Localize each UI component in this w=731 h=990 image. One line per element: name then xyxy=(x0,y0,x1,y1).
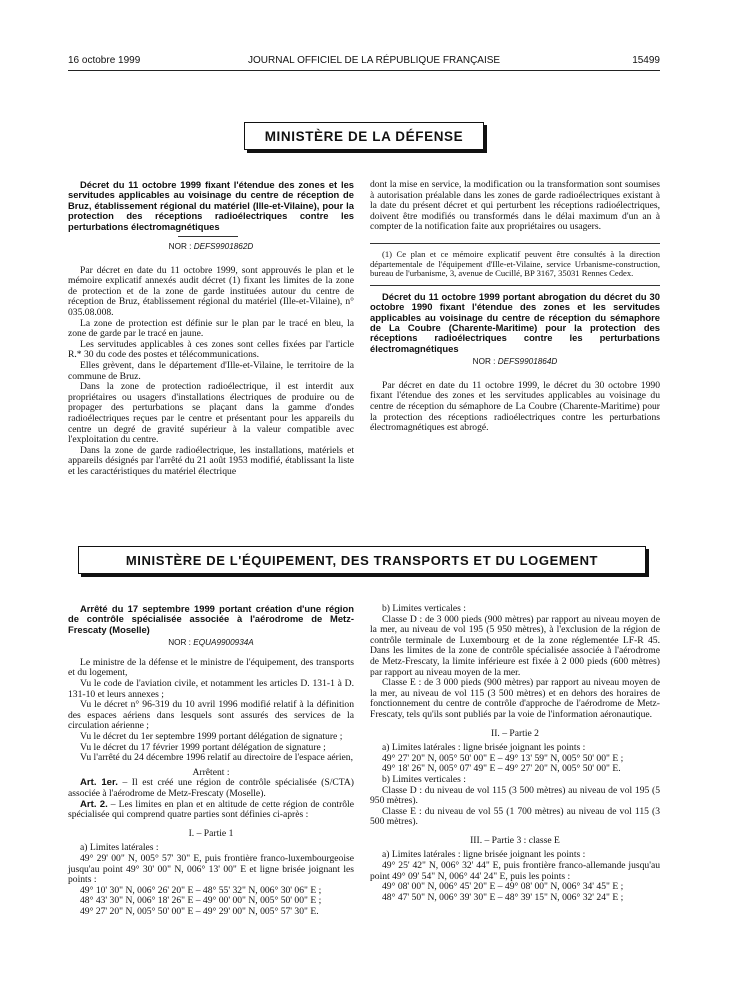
decree-bruz-footnote: (1) Ce plan et ce mémoire explicatif peuvent être consultés à la direction départementale de l'équipement d'Ille-et-Vilaine, service Urbanisme-construction, bureau de l'urbanisme, 3, avenue de Cucillé, BP 3167, 35031 Rennes Cedex. xyxy=(370,248,660,279)
preamble-line: Vu le décret du 17 février 1999 portant délégation de signature ; xyxy=(80,741,326,753)
footnote-rule xyxy=(370,243,660,244)
decree-bruz-paragraph: Dans la zone de garde radioélectrique, les installations, matériels et appareils désignés par l'arrêté du 21 août 1953 modifié, établissant la liste et les caractéristiques du matériel électrique xyxy=(68,444,354,477)
decree-bruz-paragraph: Elles grèvent, dans le département d'Ille-et-Vilaine, le territoire de la commune de Bruz. xyxy=(68,359,354,382)
preamble-line: Vu le décret n° 96-319 du 10 avril 1996 modifié relatif à la définition des espaces aériens dans lesquels sont assurés des services de la circulation aérienne ; xyxy=(68,699,354,732)
decree-bruz-paragraph: Par décret en date du 11 octobre 1999, sont approuvés le plan et le mémoire explicatif annexés audit décret (1) fixant les limites de la zone de protection et de la zone de garde instituées autour du centre de réception de Bruz, établissement régional du matériel (Ille-et-Vilaine), n° 035.08.008. xyxy=(68,264,354,318)
decree-bruz-nor xyxy=(68,242,354,253)
part-2-lateral-label: a) Limites latérales : ligne brisée joignant les points : xyxy=(382,742,586,754)
arrete-nor xyxy=(68,638,354,649)
preamble-line: Vu le décret du 1er septembre 1999 portant délégation de signature ; xyxy=(80,730,343,742)
coordinate-line: 49° 27' 20" N, 005° 50' 00" E – 49° 13' 59" N, 005° 50' 00" E ; xyxy=(382,752,624,764)
arrete-metz-right xyxy=(370,604,660,903)
part-1-lateral-text: 49° 29' 00" N, 005° 57' 30" E, puis frontière franco-luxembourgeoise jusqu'au point 49° 30' 00" N, 006° 13' 00" E et ligne brisée joignant les points : xyxy=(68,852,354,886)
decree-bruz-paragraph: Les servitudes applicables à ces zones sont celles fixées par l'article R.* 30 du code des postes et télécommunications. xyxy=(68,338,354,361)
nor-label: NOR : xyxy=(472,357,496,367)
decree-coubre-paragraph: Par décret en date du 11 octobre 1999, le décret du 30 octobre 1990 fixant l'étendue des zones et les servitudes applicables au voisinage du centre de réception du sémaphore de La Coubre (Charente-Maritime) pour la protection des réceptions radioélectriques contre les perturbations électromagnétiques est abrogé. xyxy=(370,379,660,434)
arrete-title: Arrêté du 17 septembre 1999 portant création d'une région de contrôle spécialisée associée à l'aérodrome de Metz-Frescaty (Moselle) xyxy=(68,603,354,635)
running-header xyxy=(68,55,660,69)
part-1-lateral-label: a) Limites latérales : xyxy=(80,842,159,854)
nor-label: NOR : xyxy=(168,638,191,648)
part-3-lateral-text: 49° 25' 42" N, 006° 32' 44" E, puis frontière franco-allemande jusqu'au point 49° 09' 54" N, 006° 44' 24" E, puis les points : xyxy=(370,860,660,882)
part-2-classe-d: Classe D : du niveau de vol 115 (3 500 mètres) au niveau de vol 195 (5 950 mètres). xyxy=(370,784,660,807)
part-1-classe-d: Classe D : de 3 000 pieds (900 mètres) par rapport au niveau moyen de la mer, au niveau de vol 195 (5 950 mètres), à l'exclusion de la région de contrôle terminale de Luxembourg et de la zone réglementée LF-R 45. Dans les limites de la zone de contrôle spécialisée associée à l'aérodrome de Metz-Frescaty, la limite inférieure est fixée à 2 000 pieds (600 mètres) par rapport au niveau moyen de la mer. xyxy=(370,613,660,678)
nor-code: DEFS9901862D xyxy=(193,242,254,252)
arrete-metz-left xyxy=(68,604,354,917)
article-1-label: Art. 1er. xyxy=(80,777,118,789)
header-page-number: 15499 xyxy=(632,55,660,66)
article-1-text: – Il est créé une région de contrôle spécialisée (S/CTA) associée à l'aérodrome de Metz-Frescaty (Moselle). xyxy=(68,777,354,799)
article-1 xyxy=(68,778,354,799)
decree-bruz-title: Décret du 11 octobre 1999 fixant l'étendue des zones et les servitudes applicables au voisinage du centre de réception de Bruz, établissement régional du matériel (Ille-et-Vilaine), pour la protection des réceptions radioélectriques contre les perturbations électromagnétiques xyxy=(68,179,354,232)
part-2-classe-e: Classe E : du niveau de vol 55 (1 700 mètres) au niveau de vol 115 (3 500 mètres). xyxy=(370,805,660,828)
part-1-classe-e: Classe E : de 3 000 pieds (900 mètres) par rapport au niveau moyen de la mer, au niveau de vol 115 (3 500 mètres) et en dehors des horaires de fonctionnement du centre de contrôle d'approche de l'aérodrome de Metz-Frescaty, tels qu'ils sont publiés par la voie de l'information aéronautique. xyxy=(370,677,660,720)
coordinate-line: 49° 18' 26" N, 005° 07' 49" E – 49° 27' 20" N, 005° 50' 00" E. xyxy=(382,763,621,775)
decree-bruz-continuation: dont la mise en service, la modification ou la transformation sont soumises à autorisation préalable dans les zones de garde radioélectriques existant à la date du présent décret et qui perturbent les réceptions radioélectriques, doivent être modifiés ou transformés dans le délai maximum d'un an à compter de la notification faite aux propriétaires ou usagers. xyxy=(370,179,660,233)
coordinate-line: 49° 27' 20" N, 005° 50' 00" E – 49° 29' 00" N, 005° 57' 30" E. xyxy=(80,905,319,917)
arretent-heading: Arrêtent : xyxy=(192,766,230,778)
preamble-line: Vu l'arrêté du 24 décembre 1996 relatif au directoire de l'espace aérien, xyxy=(80,752,353,764)
article-2-text: – Les limites en plan et en altitude de cette région de contrôle spécialisée qui comprend quatre parties sont définies ci-après : xyxy=(68,798,354,821)
part-1-heading: I. – Partie 1 xyxy=(188,827,234,839)
preamble-line: Vu le code de l'aviation civile, et notamment les articles D. 131-1 à D. 131-10 et leurs annexes ; xyxy=(68,678,354,700)
section-rule xyxy=(370,285,660,286)
decree-bruz xyxy=(68,180,354,478)
decree-bruz-paragraph: Dans la zone de protection radioélectrique, il est interdit aux propriétaires ou usagers d'installations électriques de produire ou de propager des perturbations se plaçant dans la gamme d'ondes radioélectriques reçues par le centre et présentant pour les appareils du centre un degré de gravité supérieur à la valeur compatible avec l'exploitation du centre. xyxy=(68,381,354,446)
coordinate-line: 48° 47' 50" N, 006° 39' 30" E – 48° 39' 15" N, 006° 32' 24" E ; xyxy=(382,891,624,903)
title-rule xyxy=(178,236,238,237)
preamble-line: Le ministre de la défense et le ministre de l'équipement, des transports et du logement, xyxy=(68,656,354,679)
decree-coubre-nor xyxy=(370,357,660,368)
coordinate-line: 49° 10' 30" N, 006° 26' 20" E – 48° 55' 32" N, 006° 30' 06" E ; xyxy=(80,884,322,896)
decree-bruz-paragraph: La zone de protection est définie sur le plan par le tracé en bleu, la zone de garde par le tracé en jaune. xyxy=(68,317,354,340)
article-2 xyxy=(68,800,354,821)
nor-code: EQUA9900934A xyxy=(193,638,254,648)
decree-coubre-title: Décret du 11 octobre 1999 portant abrogation du décret du 30 octobre 1990 fixant l'étendue des zones et les servitudes applicables au voisinage du centre de réception du sémaphore de La Coubre (Charente-Maritime) pour la protection des réceptions radioélectriques contre les perturbations électromagnétiques xyxy=(370,290,660,354)
header-rule xyxy=(68,70,660,71)
nor-code: DEFS9901864D xyxy=(497,357,558,367)
article-2-label: Art. 2. xyxy=(80,798,108,810)
header-journal-title: JOURNAL OFFICIEL DE LA RÉPUBLIQUE FRANÇAISE xyxy=(248,55,501,66)
part-3-lateral-label: a) Limites latérales : ligne brisée joignant les points : xyxy=(382,849,586,861)
header-date: 16 octobre 1999 xyxy=(68,55,141,66)
part-2-heading: II. – Partie 2 xyxy=(491,727,539,739)
nor-label: NOR : xyxy=(168,242,192,252)
ministry-defense-heading: MINISTÈRE DE LA DÉFENSE xyxy=(244,122,484,150)
part-1-vertical-label: b) Limites verticales : xyxy=(382,603,466,614)
coordinate-line: 49° 08' 00" N, 006° 45' 20" E – 49° 08' 00" N, 006° 34' 45" E ; xyxy=(382,881,624,893)
part-2-vertical-label: b) Limites verticales : xyxy=(382,773,466,785)
part-3-heading: III. – Partie 3 : classe E xyxy=(470,834,560,846)
right-column-upper xyxy=(370,180,660,434)
ministry-equipment-heading: MINISTÈRE DE L'ÉQUIPEMENT, DES TRANSPORTS ET DU LOGEMENT xyxy=(78,546,646,574)
coordinate-line: 48° 43' 30" N, 006° 18' 26" E – 49° 00' 00" N, 005° 50' 00" E ; xyxy=(80,895,322,907)
